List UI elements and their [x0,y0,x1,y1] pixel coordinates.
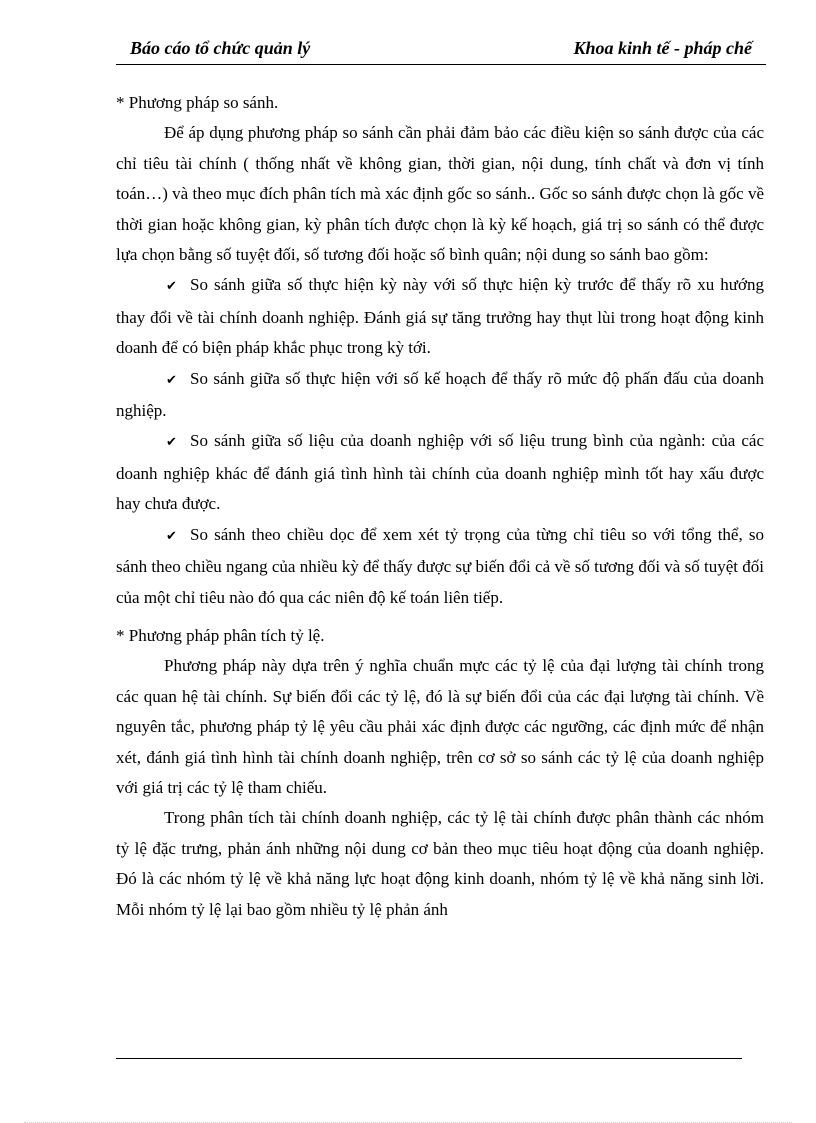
page-header [116,38,766,62]
header-faculty: Khoa kinh tế - pháp chế [573,38,752,58]
check-mark-icon: ✔ [166,435,177,451]
footer-divider [116,1058,742,1059]
check-mark-icon: ✔ [166,528,177,544]
bullet-item [116,520,764,613]
bullet-item [116,270,764,363]
section-heading-ratio: * Phương pháp phân tích tỷ lệ. [116,625,325,645]
check-mark-icon: ✔ [166,279,177,295]
check-mark-icon: ✔ [166,372,177,388]
bullet-text: So sánh theo chiều dọc để xem xét tỷ trọng của từng chỉ tiêu so với tổng thể, so sánh theo chiều ngang của nhiều kỳ để thấy được sự biến đổi cả về số tương đối và số tuyệt đối của một chỉ tiêu nào đó qua các niên độ kế toán liên tiếp. [116,524,764,607]
bullet-item [116,426,764,519]
paragraph-comparison-intro: Để áp dụng phương pháp so sánh cần phải đảm bảo các điều kiện so sánh được của các chỉ tiêu tài chính ( thống nhất về không gian, thời gian, nội dung, tính chất và đơn vị tính toán…) và theo mục đích phân tích mà xác định gốc so sánh.. Gốc so sánh được chọn là gốc về thời gian hoặc không gian, kỳ phân tích được chọn là kỳ kế hoạch, giá trị so sánh có thể được lựa chọn bằng số tuyệt đối, số tương đối hoặc số bình quân; nội dung so sánh bao gồm: [116,123,764,265]
bullet-text: So sánh giữa số thực hiện với số kế hoạch để thấy rõ mức độ phấn đấu của doanh nghiệp. [116,368,764,421]
paragraph-ratio-1: Phương pháp này dựa trên ý nghĩa chuẩn mực các tỷ lệ của đại lượng tài chính trong các quan hệ tài chính. Sự biến đổi các tỷ lệ, đó là sự biến đổi của các đại lượng tài chính. Về nguyên tắc, phương pháp tỷ lệ yêu cầu phải xác định được các ngưỡng, các định mức để nhận xét, đánh giá tình hình tài chính doanh nghiệp, trên cơ sở so sánh các tỷ lệ của doanh nghiệp với giá trị các tỷ lệ tham chiếu. [116,656,764,797]
bullet-item [116,364,764,427]
header-report-title: Báo cáo tổ chức quản lý [130,38,311,58]
bullet-text: So sánh giữa số liệu của doanh nghiệp với số liệu trung bình của ngành: của các doanh nghiệp khác để đánh giá tình hình tài chính của doanh nghiệp mình tốt hay xấu được hay chưa được. [116,431,764,514]
paragraph-ratio-2: Trong phân tích tài chính doanh nghiệp, các tỷ lệ tài chính được phân thành các nhóm tỷ lệ đặc trưng, phản ánh những nội dung cơ bản theo mục tiêu hoạt động của doanh nghiệp. Đó là các nhóm tỷ lệ về khả năng lực hoạt động kinh doanh, nhóm tỷ lệ về khả năng sinh lời. Mỗi nhóm tỷ lệ lại bao gồm nhiều tỷ lệ phản ánh [116,808,764,919]
section-spacer [116,613,764,621]
section-heading-comparison: * Phương pháp so sánh. [116,93,279,112]
bullet-text: So sánh giữa số thực hiện kỳ này với số thực hiện kỳ trước để thấy rõ xu hướng thay đổi về tài chính doanh nghiệp. Đánh giá sự tăng trưởng hay thụt lùi trong hoạt động kinh doanh để có biện pháp khắc phục trong kỳ tới. [116,275,764,358]
header-divider [116,64,766,65]
document-body [116,88,764,925]
